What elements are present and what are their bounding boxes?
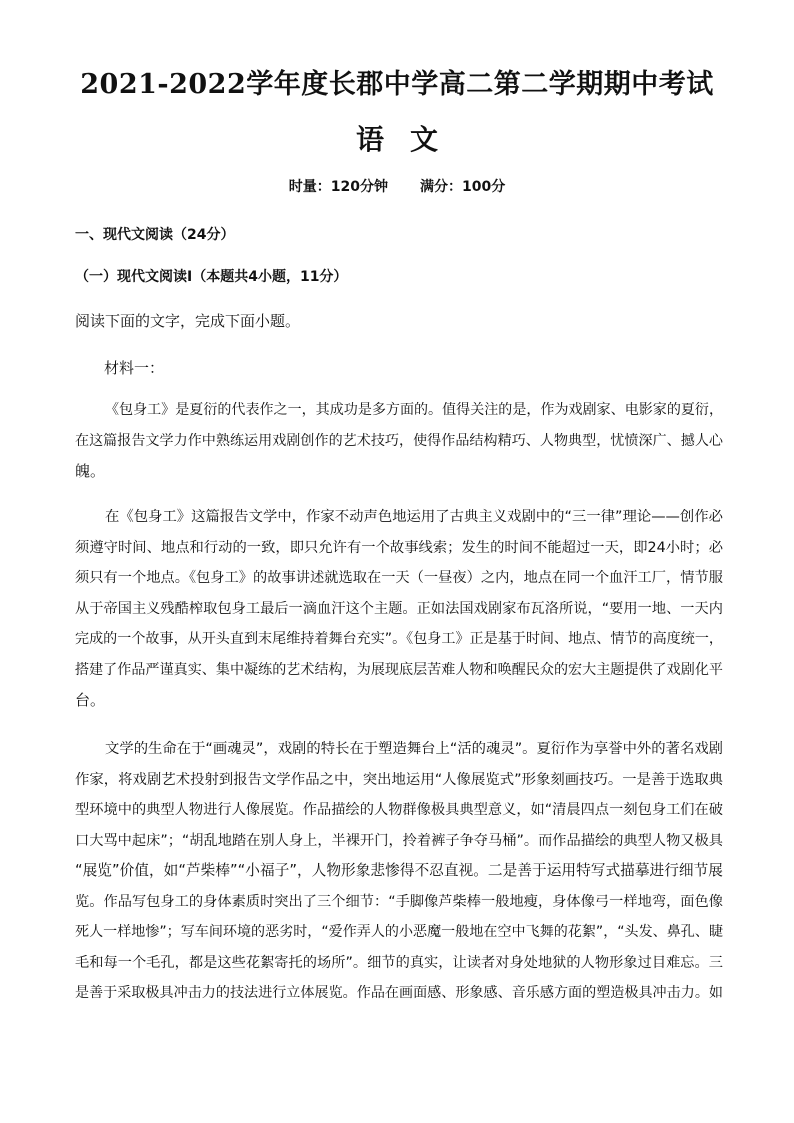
paragraph-2 <box>75 502 723 716</box>
exam-title: 2021-2022学年度长郡中学高二第二学期期中考试 <box>80 69 714 100</box>
section-heading-part1: 一、现代文阅读（24分） <box>75 227 235 243</box>
subject-title: 语文 <box>355 123 464 156</box>
paragraph-line: 在《包身工》这篇报告文学中，作家不动声色地运用了古典主义戏剧中的“三一律”理论——创作必 <box>105 509 723 525</box>
paragraph-1 <box>75 395 723 487</box>
paragraph-line: 在这篇报告文学力作中熟练运用戏剧创作的艺术技巧，使得作品结构精巧、人物典型，忧愤深广、撼人心 <box>75 432 723 449</box>
paragraph-line: 魄。 <box>75 462 106 480</box>
paragraph-line: 台。 <box>75 691 106 709</box>
paragraph-line: 是善于采取极具冲击力的技法进行立体展览。作品在画面感、形象感、音乐感方面的塑造极具冲击力。如 <box>75 985 723 1001</box>
full-score: 满分：100分 <box>420 179 506 195</box>
reading-instruction: 阅读下面的文字，完成下面小题。 <box>75 312 301 330</box>
paragraph-line: 须遵守时间、地点和行动的一致，即只允许有一个故事线索；发生的时间不能超过一天，即24小时；必 <box>75 539 723 556</box>
paragraph-line: 完成的一个故事，从开头直到末尾维持着舞台充实”。《包身工》正是基于时间、地点、情节的高度统一， <box>75 631 723 647</box>
paragraph-line: 览。作品写包身工的身体素质时突出了三个细节：“手脚像芦柴棒一般地瘦，身体像弓一样地弯，面色像 <box>75 893 723 910</box>
paragraph-line: 搭建了作品严谨真实、集中凝练的艺术结构，为展现底层苦难人物和唤醒民众的宏大主题提供了戏剧化平 <box>75 661 723 678</box>
exam-meta <box>0 176 794 196</box>
time-limit: 时量：120分钟 <box>288 179 388 195</box>
paragraph-line: “展览”价值，如“芦柴棒”“小福子”，人物形象悲惨得不忍直视。二是善于运用特写式描摹进行细节展 <box>75 862 723 879</box>
material-label: 材料一： <box>104 359 165 377</box>
paragraph-line: 须只有一个地点。《包身工》的故事讲述就选取在一天（一昼夜）之内，地点在同一个血汗工厂，情节服 <box>75 570 723 586</box>
paragraph-line: 从于帝国主义残酷榨取包身工最后一滴血汗这个主题。正如法国戏剧家布瓦洛所说，“要用一地、一天内 <box>75 600 723 617</box>
paragraph-line: 文学的生命在于“画魂灵”，戏剧的特长在于塑造舞台上“活的魂灵”。夏衍作为享誉中外的著名戏剧 <box>105 741 723 757</box>
paragraph-3 <box>75 734 723 1009</box>
paragraph-line: 口大骂中起床”；“胡乱地踏在别人身上，半裸开门，拎着裤子争夺马桶”。而作品描绘的典型人物又极具 <box>75 832 723 849</box>
paragraph-line: 型环境中的典型人物进行人像展览。作品描绘的人物群像极具典型意义，如“清晨四点一刻包身工们在破 <box>75 802 723 818</box>
paragraph-line: 《包身工》是夏衍的代表作之一，其成功是多方面的。值得关注的是，作为戏剧家、电影家的夏衍， <box>105 402 723 418</box>
paragraph-line: 毛和每一个毛孔，都是这些花絮寄托的场所”。细节的真实，让读者对身处地狱的人物形象过目难忘。三 <box>75 954 723 971</box>
section-heading-reading1: （一）现代文阅读Ⅰ（本题共4小题，11分） <box>75 269 348 285</box>
paragraph-line: 作家，将戏剧艺术投射到报告文学作品之中，突出地运用“人像展览式”形象刻画技巧。一是善于选取典 <box>75 771 723 788</box>
paragraph-line: 死人一样地惨”；写车间环境的恶劣时，“爱作弄人的小恶魔一般地在空中飞舞的花絮”，“头发、鼻孔、睫 <box>75 924 723 940</box>
